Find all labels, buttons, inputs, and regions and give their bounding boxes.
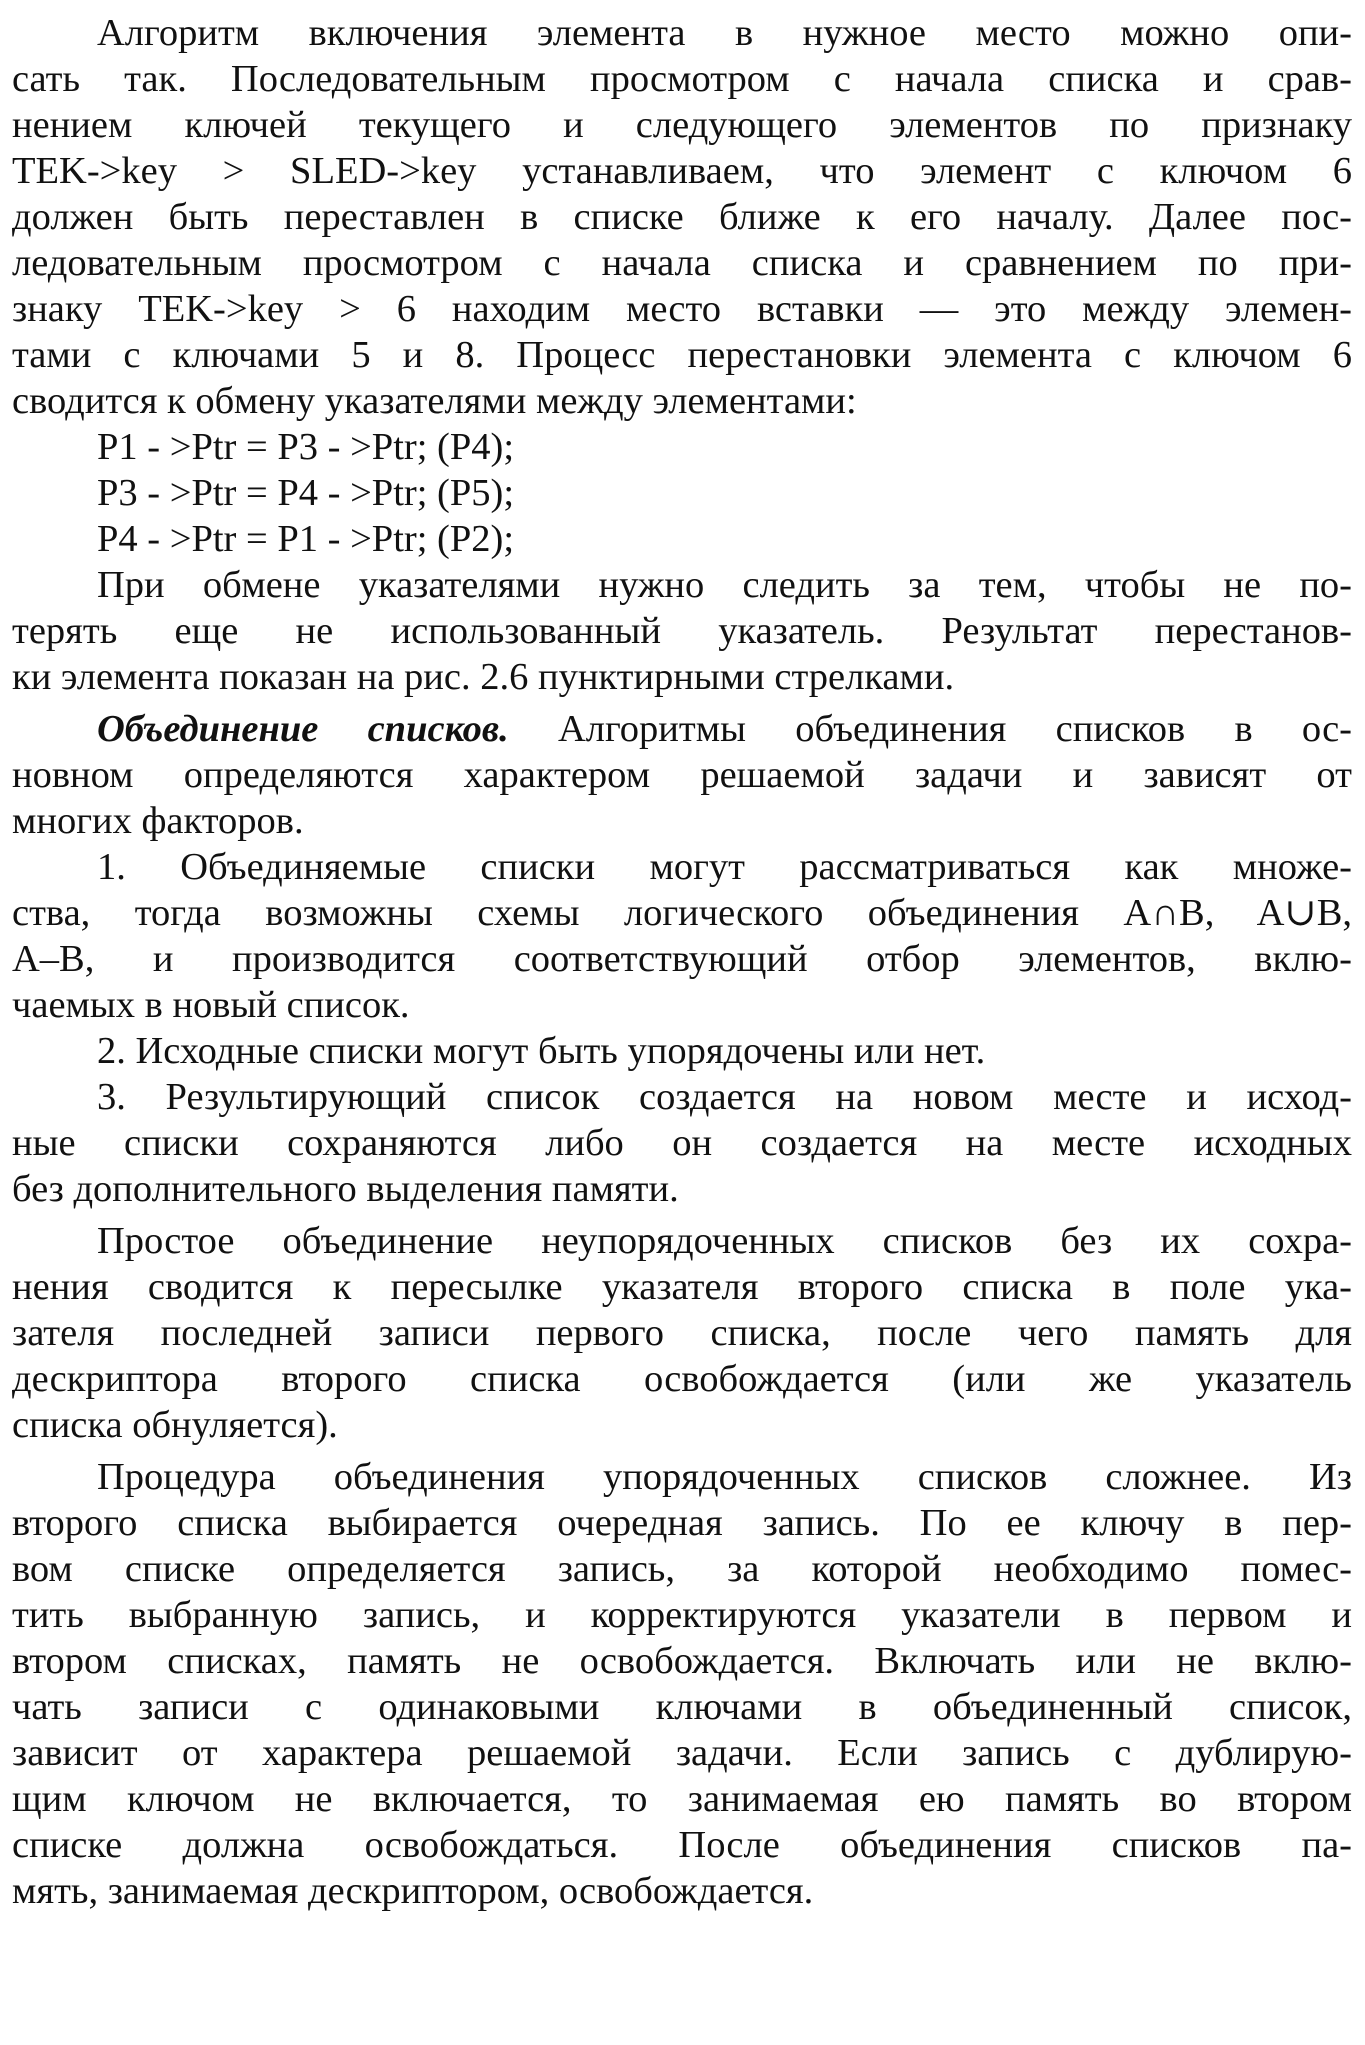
text-line: знаку TEK->key > 6 находим место вставки — это между элемен-: [12, 288, 1352, 330]
code-line: P3 - >Ptr = P4 - >Ptr; (P5);: [97, 472, 515, 514]
text-line: многих факторов.: [12, 800, 304, 842]
text-line: A–B, и производится соответствующий отбор элементов, вклю-: [12, 938, 1352, 980]
text-line: чаемых в новый список.: [12, 984, 410, 1026]
text-line: новном определяются характером решаемой задачи и зависят от: [12, 754, 1352, 796]
text-line: зателя последней записи первого списка, после чего память для: [12, 1312, 1352, 1354]
text-line: щим ключом не включается, то занимаемая ею память во втором: [12, 1778, 1352, 1820]
text-line: второго списка выбирается очередная запись. По ее ключу в пер-: [12, 1502, 1352, 1544]
text-line: TEK->key > SLED->key устанавливаем, что элемент с ключом 6: [12, 150, 1352, 192]
text-line: сводится к обмену указателями между элементами:: [12, 380, 857, 422]
code-line: P4 - >Ptr = P1 - >Ptr; (P2);: [97, 518, 515, 560]
text-line: чать записи с одинаковыми ключами в объединенный список,: [12, 1686, 1352, 1728]
text-line: списка обнуляется).: [12, 1404, 338, 1446]
text-line: Процедура объединения упорядоченных списков сложнее. Из: [97, 1456, 1352, 1498]
text-line: 1. Объединяемые списки могут рассматриваться как множе-: [97, 846, 1352, 888]
text-line: Алгоритм включения элемента в нужное место можно опи-: [97, 12, 1352, 54]
text-line: При обмене указателями нужно следить за тем, чтобы не по-: [97, 564, 1352, 606]
text-line: ные списки сохраняются либо он создается на месте исходных: [12, 1122, 1352, 1164]
text-line: без дополнительного выделения памяти.: [12, 1168, 679, 1210]
text-line: сать так. Последовательным просмотром с начала списка и срав-: [12, 58, 1352, 100]
text-line: Простое объединение неупорядоченных списков без их сохра-: [97, 1220, 1352, 1262]
text-line: нением ключей текущего и следующего элементов по признаку: [12, 104, 1352, 146]
text-line: терять еще не использованный указатель. Результат перестанов-: [12, 610, 1352, 652]
text-line: тами с ключами 5 и 8. Процесс перестановки элемента с ключом 6: [12, 334, 1352, 376]
text-line: мять, занимаемая дескриптором, освобождается.: [12, 1870, 814, 1912]
text-line: ства, тогда возможны схемы логического объединения A∩B, A∪B,: [12, 892, 1352, 934]
text-line: тить выбранную запись, и корректируются указатели в первом и: [12, 1594, 1352, 1636]
code-line: P1 - >Ptr = P3 - >Ptr; (P4);: [97, 426, 515, 468]
text-line: 3. Результирующий список создается на новом месте и исход-: [97, 1076, 1352, 1118]
text-line: зависит от характера решаемой задачи. Если запись с дублирую-: [12, 1732, 1352, 1774]
text-line: нения сводится к пересылке указателя второго списка в поле ука-: [12, 1266, 1352, 1308]
text-line: [12, 706, 1352, 752]
text-line: втором списках, память не освобождается. Включать или не вклю-: [12, 1640, 1352, 1682]
text-line: дескриптора второго списка освобождается (или же указатель: [12, 1358, 1352, 1400]
text-body: [12, 10, 1352, 1914]
text-line: ледовательным просмотром с начала списка и сравнением по при-: [12, 242, 1352, 284]
text-line: должен быть переставлен в списке ближе к его началу. Далее пос-: [12, 196, 1352, 238]
text-line: 2. Исходные списки могут быть упорядочены или нет.: [97, 1030, 986, 1072]
text-line: списке должна освобождаться. После объединения списков па-: [12, 1824, 1352, 1866]
text-line: ки элемента показан на рис. 2.6 пунктирными стрелками.: [12, 656, 955, 698]
text-fragment: Алгоритмы объединения списков в ос-: [508, 708, 1352, 750]
text-line: вом списке определяется запись, за которой необходимо помес-: [12, 1548, 1352, 1590]
section-heading: Объединение списков.: [97, 708, 509, 750]
